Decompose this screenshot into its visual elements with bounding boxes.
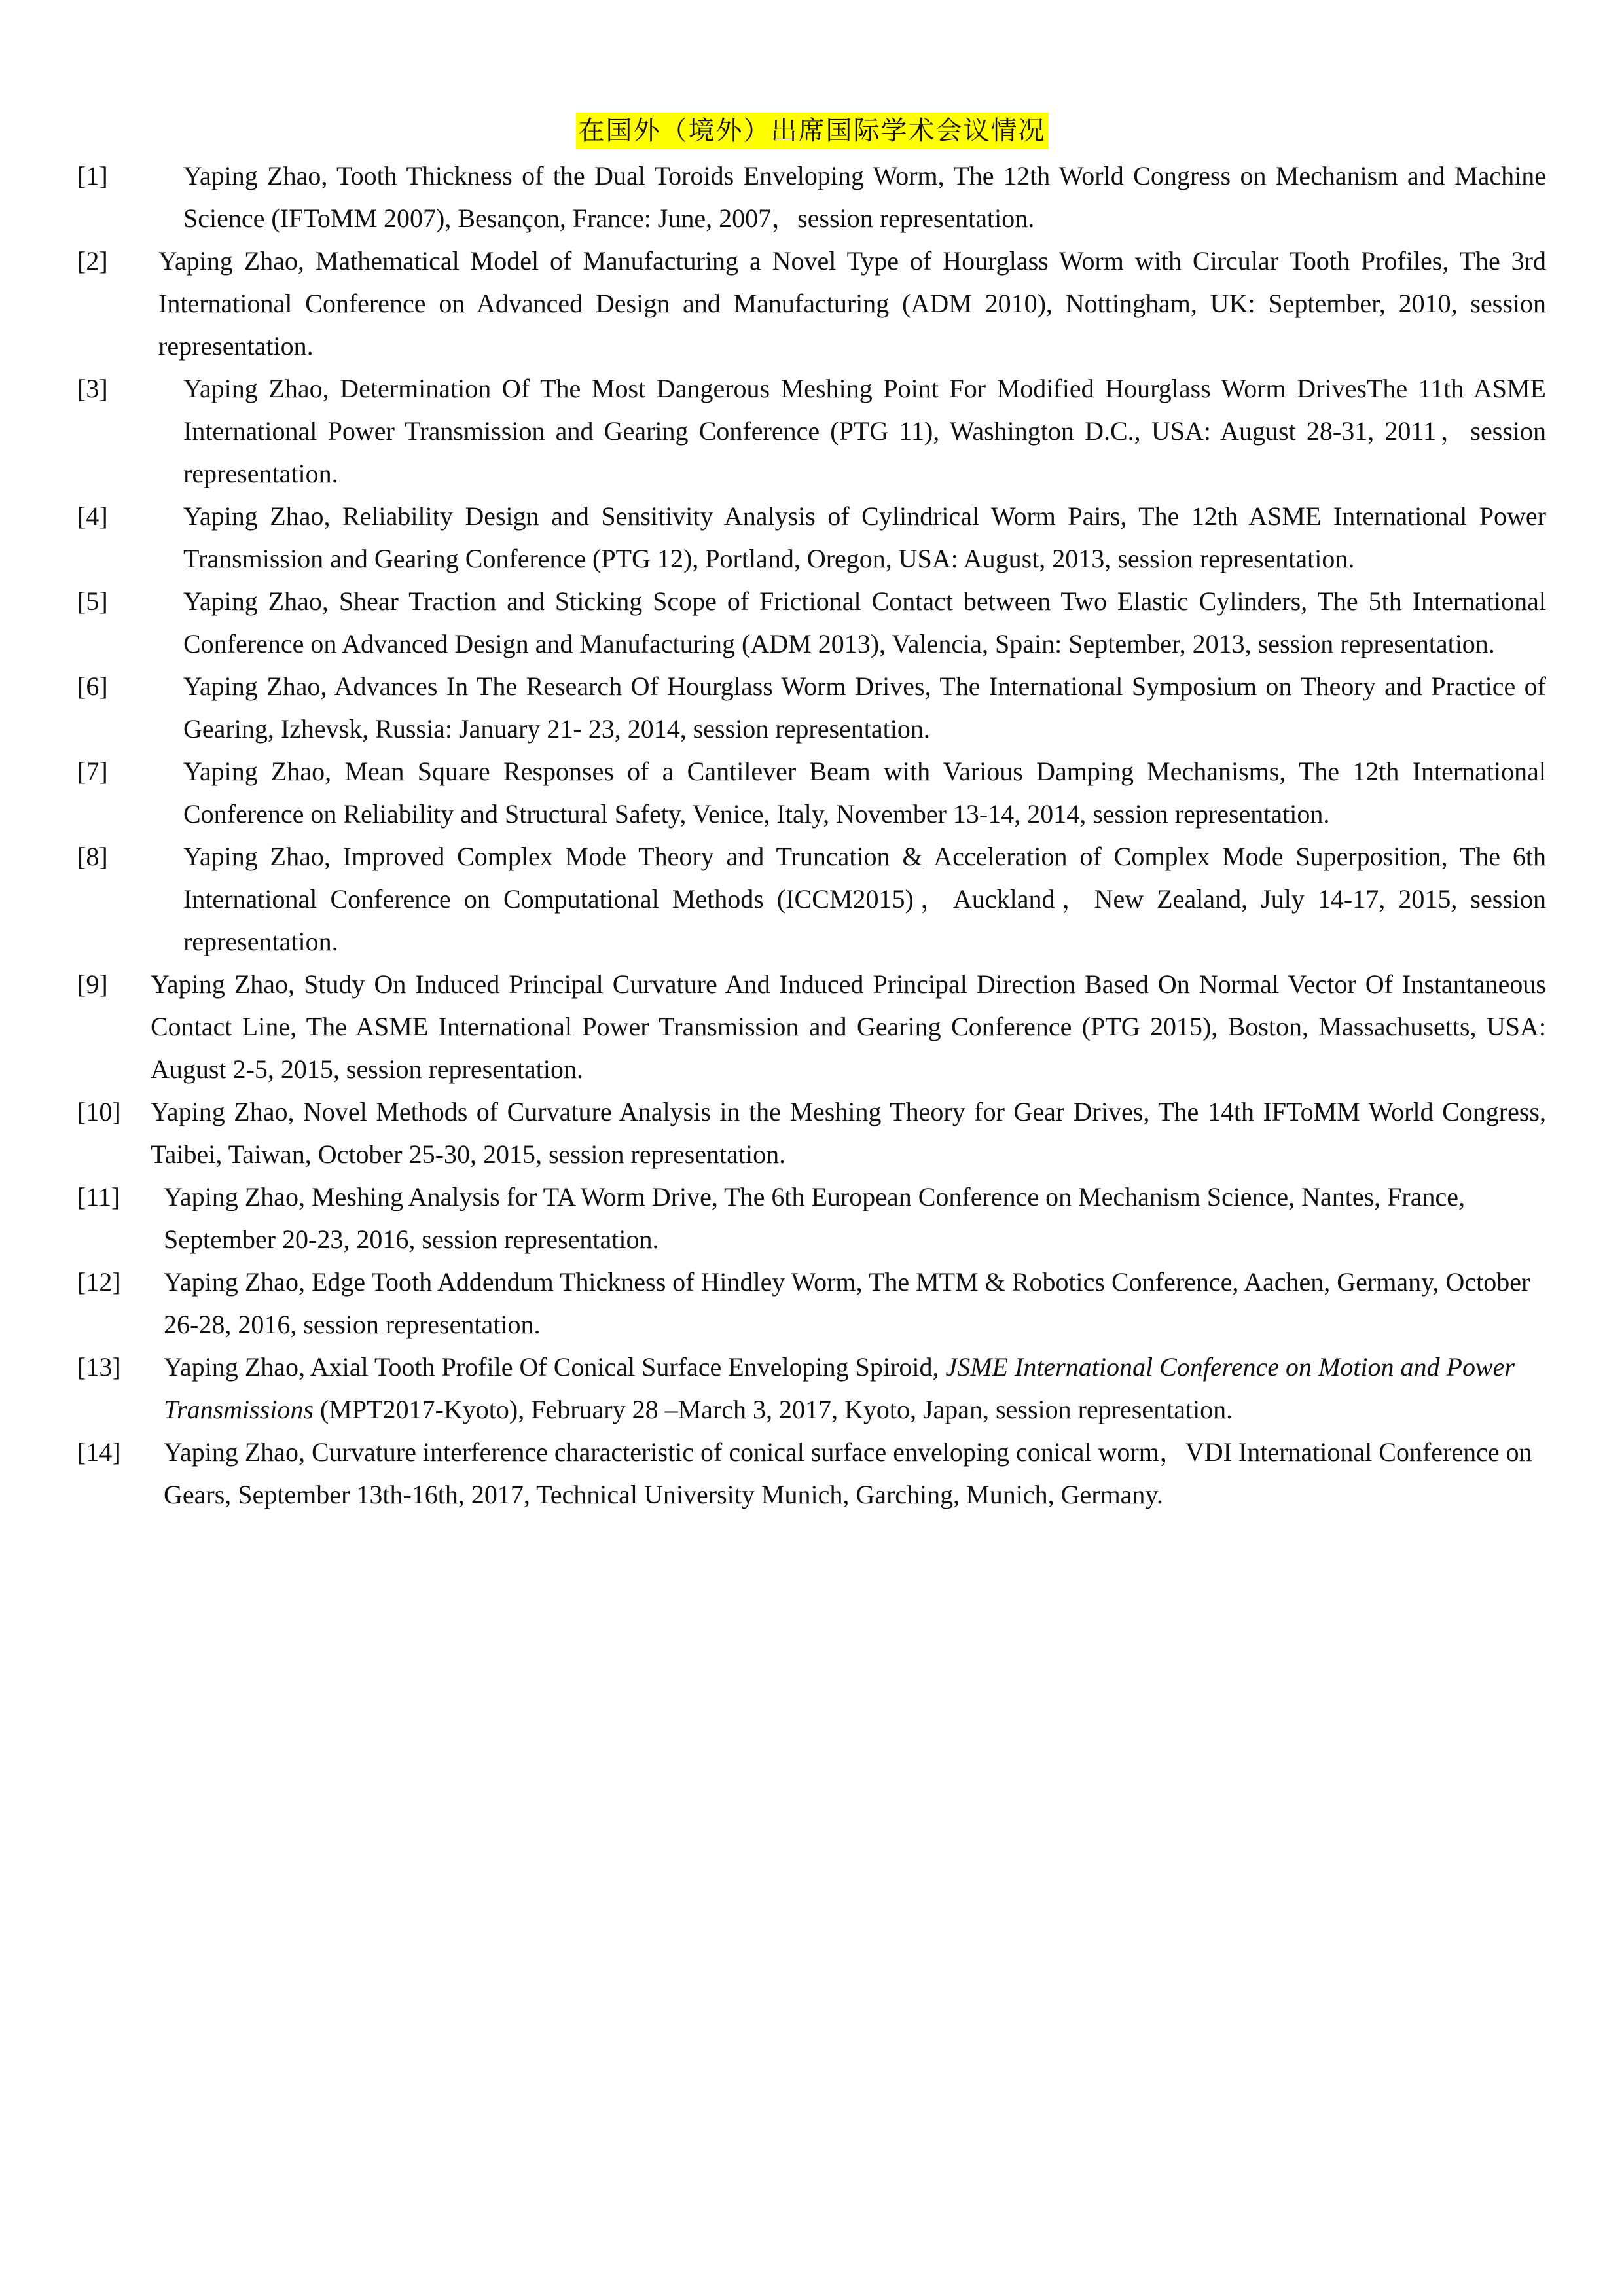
- reference-number: [8]: [77, 842, 108, 871]
- reference-item: [77, 1175, 1546, 1261]
- reference-text-italic: JSME International Conference on Motion and Power Transmissions: [164, 1352, 1515, 1424]
- reference-text: Yaping Zhao, Novel Methods of Curvature Analysis in the Meshing Theory for Gear Drives, The 14th IFToMM World Congress, Taibei, Taiwan, October 25-30, 2015, session representation.: [151, 1097, 1546, 1169]
- reference-text: Yaping Zhao, Improved Complex Mode Theory and Truncation & Acceleration of Complex Mode Superposition, The 6th International Conference on Computational Methods (ICCM2015)，Auckland，New Zealand, July 14-17, 2015, session representation.: [183, 842, 1546, 956]
- reference-item: [77, 963, 1546, 1090]
- reference-text: Yaping Zhao, Study On Induced Principal Curvature And Induced Principal Direction Based On Normal Vector Of Instantaneous Contact Line, The ASME International Power Transmission and Gearing Conference (PTG 2015), Boston, Massachusetts, USA: August 2-5, 2015, session representation.: [151, 969, 1546, 1084]
- reference-number: [10]: [77, 1097, 121, 1126]
- reference-number: [13]: [77, 1352, 121, 1382]
- reference-item: [77, 580, 1546, 665]
- reference-text: Yaping Zhao, Tooth Thickness of the Dual Toroids Enveloping Worm, The 12th World Congress on Mechanism and Machine Science (IFToMM 2007), Besançon, France: June, 2007，session representation.: [183, 161, 1546, 233]
- reference-item: [77, 1261, 1546, 1346]
- reference-item: [77, 835, 1546, 963]
- reference-text: Yaping Zhao, Curvature interference characteristic of conical surface enveloping conical worm，VDI International Conference on Gears, September 13th-16th, 2017, Technical University Munich, Garching, Munich, Germany.: [164, 1437, 1532, 1509]
- reference-number: [3]: [77, 374, 108, 403]
- reference-text: Yaping Zhao, Advances In The Research Of Hourglass Worm Drives, The International Symposium on Theory and Practice of Gearing, Izhevsk, Russia: January 21- 23, 2014, session representation.: [183, 672, 1546, 744]
- reference-number: [4]: [77, 501, 108, 531]
- reference-text: [164, 1346, 1546, 1431]
- title-container: [0, 113, 1624, 149]
- reference-text: Yaping Zhao, Shear Traction and Sticking Scope of Frictional Contact between Two Elastic Cylinders, The 5th International Conference on Advanced Design and Manufacturing (ADM 2013), Valencia, Spain: September, 2013, session representation.: [183, 586, 1546, 658]
- reference-list: [77, 154, 1546, 1516]
- reference-text-before: Yaping Zhao, Axial Tooth Profile Of Conical Surface Enveloping Spiroid,: [164, 1352, 946, 1382]
- reference-number: [7]: [77, 757, 108, 786]
- reference-item: [77, 240, 1546, 367]
- reference-item: [77, 1090, 1546, 1175]
- reference-item: [77, 750, 1546, 835]
- reference-item: [77, 1346, 1546, 1431]
- reference-item: [77, 495, 1546, 580]
- reference-item: [77, 367, 1546, 495]
- reference-number: [1]: [77, 161, 108, 190]
- reference-item: [77, 665, 1546, 750]
- reference-number: [2]: [77, 246, 108, 276]
- reference-text: Yaping Zhao, Meshing Analysis for TA Worm Drive, The 6th European Conference on Mechanism Science, Nantes, France, September 20-23, 2016, session representation.: [164, 1182, 1465, 1254]
- reference-number: [12]: [77, 1267, 121, 1297]
- reference-number: [5]: [77, 586, 108, 616]
- reference-text: Yaping Zhao, Mathematical Model of Manufacturing a Novel Type of Hourglass Worm with Circular Tooth Profiles, The 3rd International Conference on Advanced Design and Manufacturing (ADM 2010), Nottingham, UK: September, 2010, session representation.: [158, 246, 1546, 361]
- reference-item: [77, 1431, 1546, 1516]
- reference-text: Yaping Zhao, Mean Square Responses of a Cantilever Beam with Various Damping Mechanisms, The 12th International Conference on Reliability and Structural Safety, Venice, Italy, November 13-14, 2014, session representation.: [183, 757, 1546, 829]
- reference-text: Yaping Zhao, Reliability Design and Sensitivity Analysis of Cylindrical Worm Pairs, The 12th ASME International Power Transmission and Gearing Conference (PTG 12), Portland, Oregon, USA: August, 2013, session representation.: [183, 501, 1546, 573]
- reference-text: Yaping Zhao, Edge Tooth Addendum Thickness of Hindley Worm, The MTM & Robotics Conference, Aachen, Germany, October 26-28, 2016, session representation.: [164, 1267, 1530, 1339]
- reference-number: [14]: [77, 1437, 121, 1467]
- reference-text: Yaping Zhao, Determination Of The Most Dangerous Meshing Point For Modified Hourglass Worm DrivesThe 11th ASME International Power Transmission and Gearing Conference (PTG 11), Washington D.C., USA: August 28-31, 2011，session representation.: [183, 374, 1546, 488]
- reference-number: [11]: [77, 1182, 120, 1211]
- reference-text-after: (MPT2017-Kyoto), February 28 –March 3, 2017, Kyoto, Japan, session representation.: [313, 1395, 1233, 1424]
- page-title: 在国外（境外）出席国际学术会议情况: [576, 113, 1049, 149]
- reference-number: [6]: [77, 672, 108, 701]
- reference-item: [77, 154, 1546, 240]
- reference-number: [9]: [77, 969, 108, 999]
